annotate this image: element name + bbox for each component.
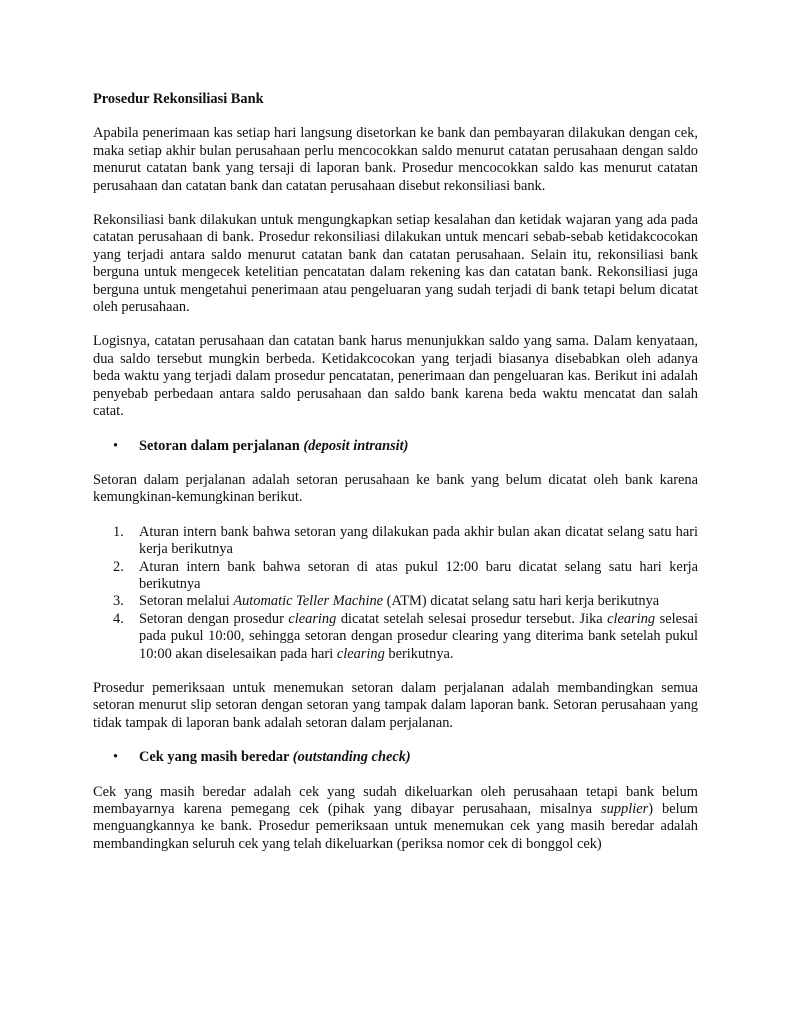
paragraph-text: ) belum menguangkannya ke bank. Prosedur pemeriksaan untuk menemukan cek yang masih beredar adalah membandingkan seluruh cek yang telah dikeluarkan (periksa nomor cek di bonggol cek) xyxy=(93,801,698,852)
paragraph-text: Cek yang masih beredar adalah cek yang sudah dikeluarkan oleh perusahaan tetapi bank belum membayarnya karena pemegang cek (pihak yang dibayar perusahaan, misalnya xyxy=(93,783,698,817)
list-item-text: selesai pada pukul 10:00, sehingga setoran dengan prosedur clearing yang diterima bank setelah pukul 10:00 akan diselesaikan pada hari xyxy=(139,610,698,662)
list-item-italic: Automatic Teller Machine xyxy=(233,593,384,610)
section-heading-outstanding-check xyxy=(93,749,698,766)
paragraph-deposit-procedure: Prosedur pemeriksaan untuk menemukan setoran dalam perjalanan adalah membandingkan semua setoran menurut slip setoran dengan setoran yang tampak dalam laporan bank. Setoran perusahaan yang tidak tampak di laporan bank adalah setoran dalam perjalanan. xyxy=(93,679,698,731)
paragraph-deposit-definition: Setoran dalam perjalanan adalah setoran perusahaan ke bank yang belum dicatat oleh bank karena kemungkinan-kemungkinan berikut. xyxy=(93,471,698,506)
document-title: Prosedur Rekonsiliasi Bank xyxy=(93,91,264,107)
list-item-italic: clearing xyxy=(336,645,385,662)
numbered-list xyxy=(93,524,698,663)
list-number: 2. xyxy=(113,558,124,575)
list-number: 3. xyxy=(113,593,124,610)
list-item-text: Aturan intern bank bahwa setoran di atas pukul 12:00 baru dicatat selang satu hari kerja berikutnya xyxy=(139,558,698,592)
list-item xyxy=(93,559,698,594)
paragraph-intro: Apabila penerimaan kas setiap hari langsung disetorkan ke bank dan pembayaran dilakukan dengan cek, maka setiap akhir bulan perusahaan perlu mencocokkan saldo menurut catatan perusahaan dengan saldo menurut catatan bank yang tersaji di laporan bank. Prosedur mencocokkan saldo kas menurut catatan perusahaan dan catatan bank dan catatan perusahaan disebut rekonsiliasi bank. xyxy=(93,125,698,194)
paragraph-outstanding-check xyxy=(93,784,698,854)
paragraph-differences: Logisnya, catatan perusahaan dan catatan bank harus menunjukkan saldo yang sama. Dalam kenyataan, dua saldo tersebut mungkin berbeda. Ketidakcocokan yang terjadi biasanya disebabkan oleh adanya beda waktu yang terjadi dalam prosedur pencatatan, penerimaan dan pengeluaran kas. Berikut ini adalah penyebab perbedaan antara saldo perusahaan dan saldo bank karena beda waktu mencatat dan salah catat. xyxy=(93,333,698,420)
section-heading-text: Setoran dalam perjalanan xyxy=(139,437,304,454)
section-heading-text: Cek yang masih beredar xyxy=(139,749,293,766)
list-item-text: (ATM) dicatat selang satu hari kerja berikutnya xyxy=(383,593,660,610)
bullet-marker: • xyxy=(113,749,119,766)
list-item-text: dicatat setelah selesai prosedur tersebut. Jika xyxy=(336,610,608,627)
list-item xyxy=(93,593,698,610)
section-heading-italic: (deposit intransit) xyxy=(303,437,409,454)
list-number: 1. xyxy=(113,523,124,540)
list-item xyxy=(93,611,698,663)
list-item-text: berikutnya. xyxy=(384,645,454,662)
list-item-italic: clearing xyxy=(288,610,337,627)
list-item xyxy=(93,524,698,559)
section-heading-deposit-in-transit xyxy=(93,438,698,455)
list-item-text: Setoran melalui xyxy=(139,593,234,610)
list-item-text: Aturan intern bank bahwa setoran yang dilakukan pada akhir bulan akan dicatat selang satu hari kerja berikutnya xyxy=(139,523,698,558)
list-item-italic: clearing xyxy=(607,610,656,627)
paragraph-purpose: Rekonsiliasi bank dilakukan untuk mengungkapkan setiap kesalahan dan ketidak wajaran yang ada pada catatan perusahaan di bank. Prosedur rekonsiliasi dilakukan untuk mencari sebab-sebab ketidakcocokan yang terjadi antara saldo menurut catatan bank dan catatan perusahaan. Selain itu, rekonsiliasi bank berguna untuk mengecek ketelitian pencatatan dalam rekening kas dan catatan bank. Rekonsiliasi juga berguna untuk mengetahui penerimaan atau pengeluaran yang sudah terjadi di bank tetapi belum dicatat oleh perusahaan. xyxy=(93,212,698,316)
bullet-marker: • xyxy=(113,437,119,454)
list-item-text: Setoran dengan prosedur xyxy=(139,610,289,627)
list-number: 4. xyxy=(113,610,124,627)
paragraph-italic: supplier xyxy=(601,801,649,817)
section-heading-italic: (outstanding check) xyxy=(292,749,411,766)
